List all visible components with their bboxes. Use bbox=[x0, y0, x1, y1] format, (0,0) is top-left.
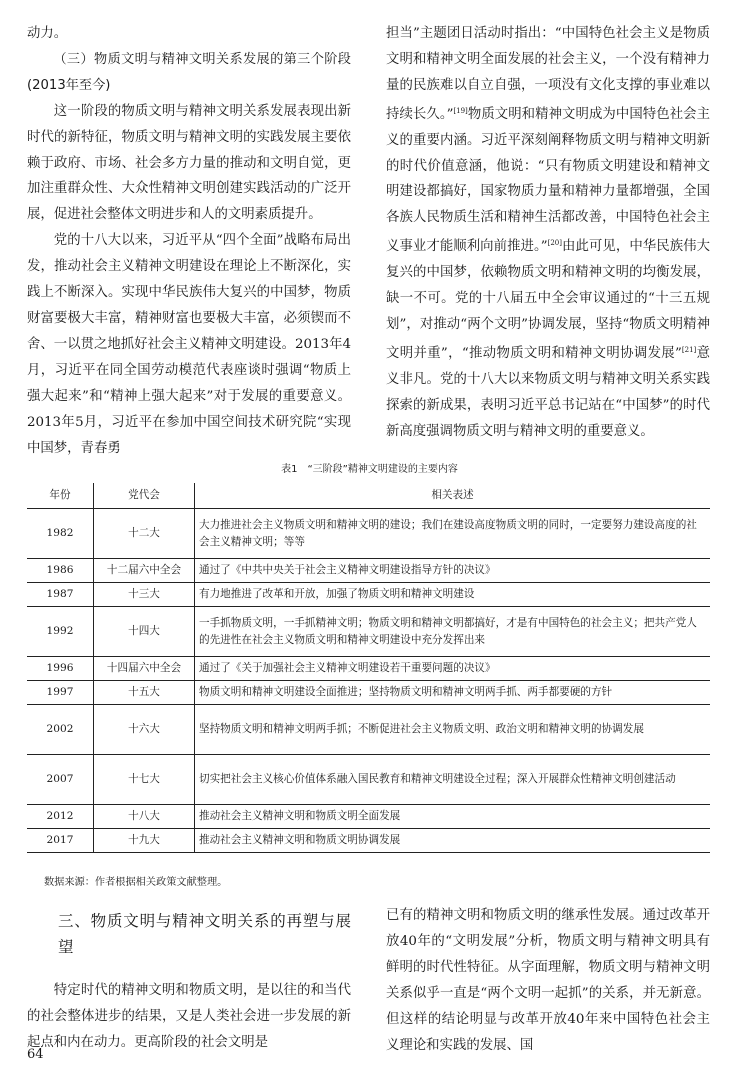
table-cell-congress: 十九大 bbox=[94, 829, 195, 853]
table-cell-congress: 十四届六中全会 bbox=[94, 657, 195, 681]
left-column-bottom bbox=[27, 908, 351, 1056]
carry-over-line: 动力。 bbox=[27, 26, 68, 41]
table-cell-congress: 十四大 bbox=[94, 607, 195, 657]
table-cell-statement: 推动社会主义精神文明和物质文明协调发展 bbox=[195, 829, 711, 853]
table-cell-statement: 坚持物质文明和精神文明两手抓；不断促进社会主义物质文明、政治文明和精神文明的协调发展 bbox=[195, 705, 711, 755]
table-cell-congress: 十七大 bbox=[94, 755, 195, 805]
citation-ref[interactable]: [21] bbox=[681, 345, 697, 354]
table-row bbox=[27, 657, 710, 681]
table-row bbox=[27, 607, 710, 657]
table-cell-year: 2007 bbox=[27, 755, 94, 805]
table-cell-year: 1987 bbox=[27, 583, 94, 607]
paragraph: 党的十八大以来，习近平从“四个全面”战略布局出发，推动社会主义精神文明建设在理论上不断深化，实践上不断深入。实现中华民族伟大复兴的中国梦，物质财富要极大丰富，精神财富也要极大丰富，必须锲而不舍、一以贯之地抓好社会主义精神文明建设。2013年4月，习近平在同全国劳动模范代表座谈时强调“物质上强大起来”和“精神上强大起来”对于发展的重要意义。2013年5月，习近平在参加中国空间技术研究院“实现中国梦，青春勇 bbox=[27, 233, 351, 456]
table-cell-year: 2012 bbox=[27, 805, 94, 829]
right-column-bottom bbox=[386, 903, 710, 1058]
table-cell-statement: 一手抓物质文明，一手抓精神文明；物质文明和精神文明都搞好，才是有中国特色的社会主义；把共产党人的先进性在社会主义物质文明和精神文明建设中充分发挥出来 bbox=[195, 607, 711, 657]
text-run: 意义非凡。党的十八大以来物质文明与精神文明关系实践探索的新成果，表明习近平总书记站在“中国梦”的时代新高度强调物质文明与精神文明的重要意义。 bbox=[386, 345, 710, 439]
sub-heading: （三）物质文明与精神文明关系发展的第三个阶段(2013年至今) bbox=[27, 51, 351, 93]
table-cell-congress: 十八大 bbox=[94, 805, 195, 829]
table-cell-year: 1996 bbox=[27, 657, 94, 681]
paragraph: 这一阶段的物质文明与精神文明关系发展表现出新时代的新特征，物质文明与精神文明的实践发展主要依赖于政府、市场、社会多方力量的推动和文明自觉，更加注重群众性、大众性精神文明创建实践活动的广泛开展，促进社会整体文明进步和人的文明素质提升。 bbox=[27, 103, 351, 223]
table-row bbox=[27, 805, 710, 829]
table-row bbox=[27, 559, 710, 583]
table-cell-statement: 切实把社会主义核心价值体系融入国民教育和精神文明建设全过程；深入开展群众性精神文明创建活动 bbox=[195, 755, 711, 805]
paragraph: 已有的精神文明和物质文明的继承性发展。通过改革开放40年的“文明发展”分析，物质文明与精神文明具有鲜明的时代性特征。从字面理解，物质文明与精神文明关系似乎一直是“两个文明一起抓”的关系，并无新意。但这样的结论明显与改革开放40年来中国特色社会主义理论和实践的发展、国 bbox=[386, 908, 710, 1053]
table-cell-year: 2002 bbox=[27, 705, 94, 755]
table-cell-year: 1986 bbox=[27, 559, 94, 583]
table-cell-statement: 大力推进社会主义物质文明和精神文明的建设；我们在建设高度物质文明的同时，一定要努力建设高度的社会主义精神文明；等等 bbox=[195, 509, 711, 559]
table-cell-year: 1997 bbox=[27, 681, 94, 705]
table-body bbox=[27, 509, 710, 853]
table-cell-year: 1992 bbox=[27, 607, 94, 657]
table-row bbox=[27, 755, 710, 805]
table-row bbox=[27, 829, 710, 853]
table-cell-statement: 推动社会主义精神文明和物质文明全面发展 bbox=[195, 805, 711, 829]
text-run: 担当”主题团日活动时指出：“中国特色社会主义是物质文明和精神文明全面发展的社会主义，一个没有精神力量的民族难以自立自强，一项没有文化支撑的事业难以持续长久。” bbox=[386, 26, 710, 122]
table-cell-congress: 十二届六中全会 bbox=[94, 559, 195, 583]
paragraph: 特定时代的精神文明和物质文明，是以往的和当代的社会整体进步的结果，又是人类社会进一步发展的新起点和内在动力。更高阶段的社会文明是 bbox=[27, 983, 351, 1050]
policy-table bbox=[27, 483, 710, 853]
table-cell-statement: 通过了《中共中央关于社会主义精神文明建设指导方针的决议》 bbox=[195, 559, 711, 583]
table-source-note: 数据来源：作者根据相关政策文献整理。 bbox=[44, 877, 228, 888]
table-row bbox=[27, 681, 710, 705]
page-number: 64 bbox=[27, 1047, 44, 1062]
table-cell-year: 2017 bbox=[27, 829, 94, 853]
table-row bbox=[27, 583, 710, 607]
table-header-row bbox=[27, 483, 710, 509]
table-cell-congress: 十五大 bbox=[94, 681, 195, 705]
table-row bbox=[27, 509, 710, 559]
left-column-top bbox=[27, 21, 351, 461]
table-row bbox=[27, 705, 710, 755]
section-heading: 三、物质文明与精神文明关系的再塑与展望 bbox=[58, 912, 351, 956]
text-run: 由此可见，中华民族伟大复兴的中国梦，依赖物质文明和精神文明的均衡发展，缺一不可。党的十八届五中全会审议通过的“十三五规划”，对推动“两个文明”协调发展，坚持“物质文明精神文明并重”，“推动物质文明和精神文明协调发展” bbox=[386, 239, 710, 361]
table-cell-year: 1982 bbox=[27, 509, 94, 559]
table-cell-statement: 物质文明和精神文明建设全面推进；坚持物质文明和精神文明两手抓、两手都要硬的方针 bbox=[195, 681, 711, 705]
paragraph bbox=[386, 21, 710, 445]
table-cell-statement: 有力地推进了改革和开放，加强了物质文明和精神文明建设 bbox=[195, 583, 711, 607]
citation-ref[interactable]: [19] bbox=[453, 106, 468, 115]
table-cell-congress: 十六大 bbox=[94, 705, 195, 755]
header-statement: 相关表述 bbox=[195, 483, 711, 509]
right-column-top bbox=[386, 21, 710, 445]
table-caption: 表1 “三阶段”精神文明建设的主要内容 bbox=[281, 464, 458, 475]
table-cell-statement: 通过了《关于加强社会主义精神文明建设若干重要问题的决议》 bbox=[195, 657, 711, 681]
citation-ref[interactable]: [20] bbox=[547, 239, 562, 248]
text-run: 物质文明和精神文明成为中国特色社会主义的重要内涵。习近平深刻阐释物质文明与精神文明新的时代价值意涵，他说：“只有物质文明建设和精神文明建设都搞好，国家物质力量和精神力量都增强，全国各族人民物质生活和精神生活都改善，中国特色社会主义事业才能顺利向前推进。” bbox=[386, 106, 710, 255]
header-year: 年份 bbox=[27, 483, 94, 509]
table-cell-congress: 十二大 bbox=[94, 509, 195, 559]
header-congress: 党代会 bbox=[94, 483, 195, 509]
table-cell-congress: 十三大 bbox=[94, 583, 195, 607]
